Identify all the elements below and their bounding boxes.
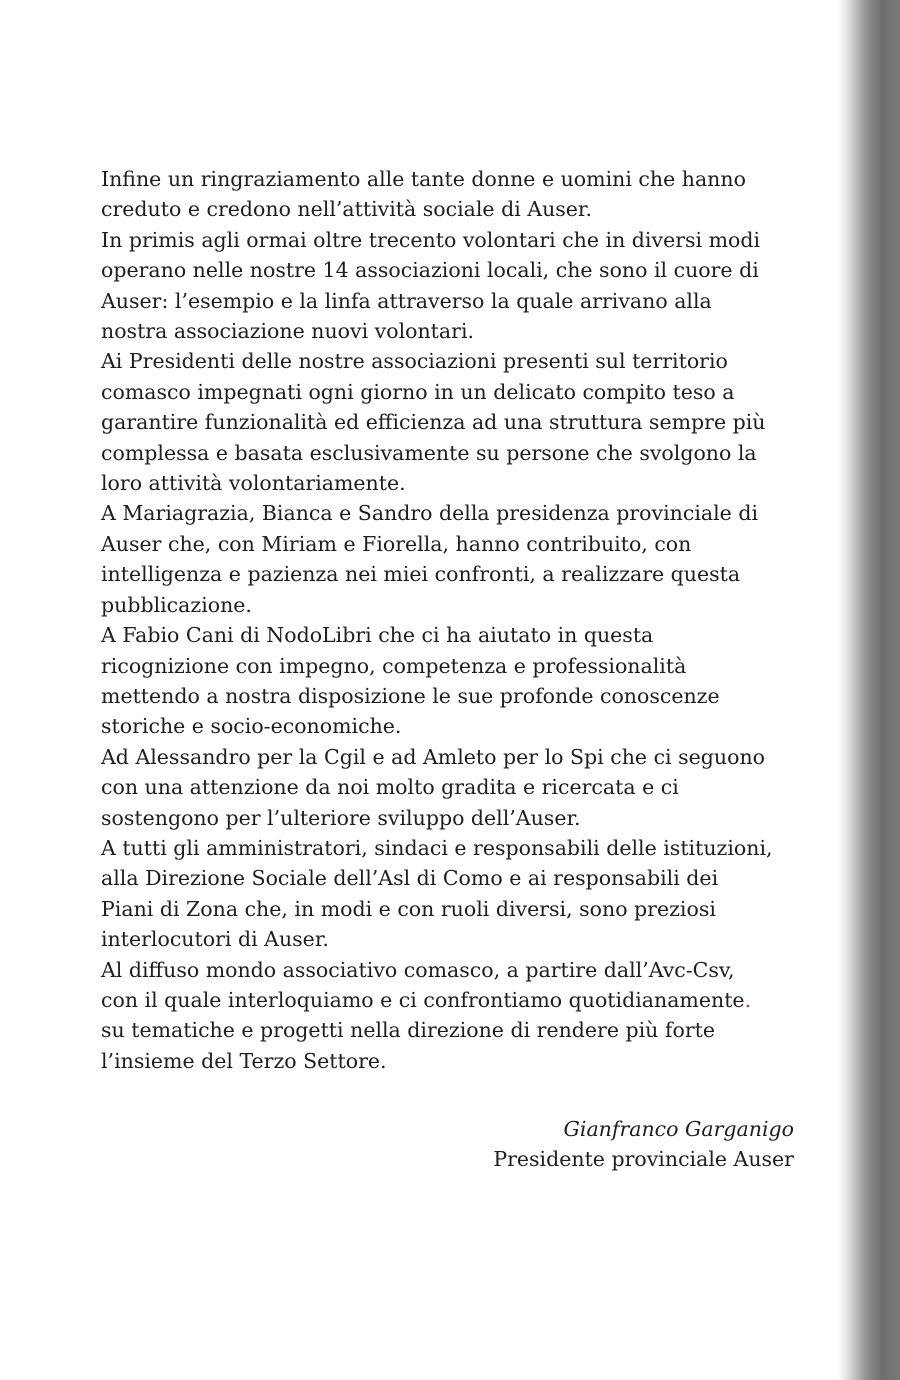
text-line: intelligenza e pazienza nei miei confronti, a realizzare questa	[101, 562, 741, 587]
text-line: Al diffuso mondo associativo comasco, a partire dall’Avc-Csv,	[101, 957, 735, 982]
text-line: In primis agli ormai oltre trecento volontari che in diversi modi	[101, 227, 761, 252]
text-line: A tutti gli amministratori, sindaci e responsabili delle istituzioni,	[101, 835, 773, 860]
acknowledgements-text	[101, 164, 801, 1076]
text-line: A Mariagrazia, Bianca e Sandro della presidenza provinciale di	[101, 501, 759, 526]
text-line: con una attenzione da noi molto gradita e ricercata e ci	[101, 775, 679, 800]
text-line: complessa e basata esclusivamente su persone che svolgono la	[101, 440, 757, 465]
text-line: con il quale interloquiamo e ci confrontiamo quotidianamente	[101, 987, 745, 1012]
text-line: nostra associazione nuovi volontari.	[101, 319, 475, 344]
text-line: operano nelle nostre 14 associazioni locali, che sono il cuore di	[101, 258, 759, 283]
text-line: l’insieme del Terzo Settore.	[101, 1048, 387, 1073]
text-line: A Fabio Cani di NodoLibri che ci ha aiutato in questa	[101, 623, 654, 648]
text-line: comasco impegnati ogni giorno in un delicato compito teso a	[101, 379, 735, 404]
text-line: Ai Presidenti delle nostre associazioni presenti sul territorio	[101, 349, 728, 374]
text-line: Auser: l’esempio e la linfa attraverso la quale arrivano alla	[101, 288, 712, 313]
text-line: mettendo a nostra disposizione le sue profonde conoscenze	[101, 683, 720, 708]
signature-role: Presidente provinciale Auser	[493, 1147, 794, 1172]
text-line: pubblicazione.	[101, 592, 252, 617]
text-line-with-mark	[101, 985, 801, 1015]
text-line: interlocutori di Auser.	[101, 927, 329, 952]
text-line: Auser che, con Miriam e Fiorella, hanno contribuito, con	[101, 531, 692, 556]
scan-edge-shadow	[838, 0, 900, 1380]
text-line: garantire funzionalità ed efficienza ad una struttura sempre più	[101, 410, 766, 435]
text-line: Ad Alessandro per la Cgil e ad Amleto per lo Spi che ci seguono	[101, 744, 765, 769]
text-line: Piani di Zona che, in modi e con ruoli diversi, sono preziosi	[101, 896, 716, 921]
text-line: loro attività volontariamente.	[101, 471, 406, 496]
text-line: su tematiche e progetti nella direzione di rendere più forte	[101, 1018, 715, 1043]
text-line: storiche e socio-economiche.	[101, 714, 402, 739]
scan-speck	[134, 1090, 138, 1098]
text-line: alla Direzione Sociale dell’Asl di Como e ai responsabili dei	[101, 866, 719, 891]
text-line: creduto e credono nell’attività sociale di Auser.	[101, 197, 592, 222]
text-line: Infine un ringraziamento alle tante donne e uomini che hanno	[101, 167, 746, 191]
text-line: ricognizione con impegno, competenza e professionalità	[101, 653, 687, 678]
red-ink-mark: .	[744, 987, 752, 1012]
signature-name: Gianfranco Garganigo	[563, 1117, 794, 1141]
text-line: sostengono per l’ulteriore sviluppo dell’Auser.	[101, 805, 581, 830]
signature-block	[493, 1114, 794, 1175]
